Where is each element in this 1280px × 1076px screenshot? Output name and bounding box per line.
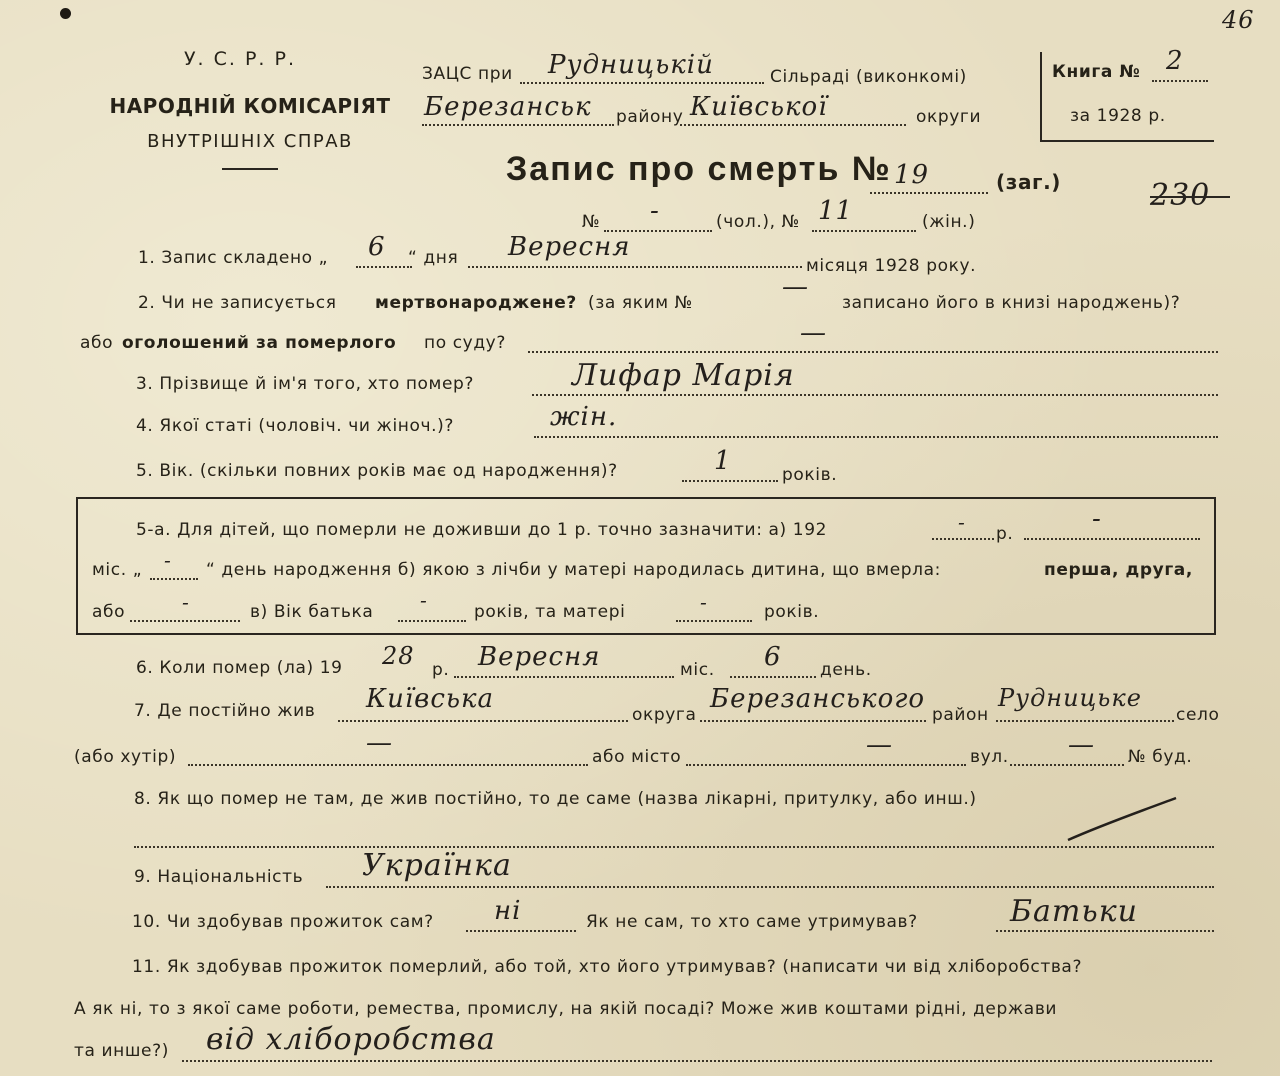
q5a-r: р.	[996, 524, 1014, 544]
q9-label: 9. Національність	[134, 867, 304, 887]
zags-value: Рудницькій	[548, 50, 714, 80]
male-value: -	[650, 196, 660, 226]
department-label: ВНУТРІШНІХ СПРАВ	[147, 131, 353, 152]
q7-rayon-label: район	[932, 705, 989, 725]
q8-line	[134, 846, 1214, 848]
q2-answer: —	[800, 318, 827, 348]
q4-line	[534, 436, 1218, 438]
q11-line1: 11. Як здобував прожиток померлий, або той, хто його утримував? (написати чи від хліборобства?	[132, 957, 1083, 977]
q5a-mother: -	[700, 590, 708, 614]
q6-label: 6. Коли помер (ла) 19	[136, 658, 343, 678]
q1-month-line	[468, 266, 802, 268]
q3-value: Лифар Марія	[572, 358, 795, 393]
q7-selo-label: село	[1176, 705, 1220, 725]
corner-number: 46	[1222, 6, 1255, 34]
female-line	[812, 230, 916, 232]
q1-month: Вересня	[508, 232, 631, 262]
q9-value: Українка	[362, 848, 512, 883]
district-label: району	[616, 107, 684, 127]
district-line	[422, 124, 614, 126]
q2-stillborn: мертвонароджене?	[375, 293, 577, 313]
q5a-birth: “ день народження б) якою з лічби у матері народилась дитина, що вмерла:	[206, 560, 941, 580]
council-label: Сільраді (виконкомі)	[770, 67, 967, 87]
q7-selo-line	[996, 720, 1174, 722]
q6-month-line	[454, 676, 674, 678]
stamp-number: 230	[1150, 178, 1211, 213]
male-label: №	[582, 212, 601, 232]
q7-okrug-label: округа	[632, 705, 697, 725]
q2-or: або	[80, 333, 114, 353]
q5a-post: років.	[764, 602, 820, 622]
q6-month: Вересня	[478, 642, 601, 672]
q11-line2: А як ні, то з якої саме роботи, ремества, промислу, на якій посаді? Може жив коштами рідні, держави	[74, 999, 1058, 1019]
q7-khutir-line	[188, 764, 588, 766]
book-line	[1152, 80, 1208, 82]
okrug-value: Київської	[690, 92, 828, 122]
header-divider	[222, 168, 278, 170]
book-year: за 1928 р.	[1070, 106, 1166, 126]
title-number: 19	[894, 160, 930, 190]
q2-court: по суду?	[424, 333, 506, 353]
q5a-order: -	[182, 590, 190, 614]
q11-line3: та инше?)	[74, 1041, 169, 1061]
title-number-line	[870, 192, 988, 194]
q7-vul: —	[1068, 730, 1095, 760]
q1-label: 1. Запис складено „	[138, 248, 329, 268]
q5a-mother-line	[676, 620, 752, 622]
q1-post: місяця 1928 року.	[806, 256, 977, 276]
q5a-mis: міс. „	[92, 560, 143, 580]
female-suffix: (жін.)	[922, 212, 976, 232]
q7-rayon: Березанського	[710, 684, 926, 714]
q7-misto-label: або місто	[592, 747, 682, 767]
q5a-order-line	[130, 620, 240, 622]
q1-day: 6	[368, 232, 386, 262]
q7-label: 7. Де постійно жив	[134, 701, 316, 721]
q2-label: 2. Чи не записується	[138, 293, 337, 313]
q6-post: день.	[820, 660, 872, 680]
q11-line	[182, 1060, 1212, 1062]
q2-number: —	[782, 272, 809, 302]
q4-value: жін.	[550, 402, 618, 432]
q6-day: 6	[764, 642, 782, 672]
zags-label: ЗАЦС при	[422, 64, 513, 84]
q2-answer-line	[528, 351, 1218, 353]
q4-label: 4. Якої статі (чоловіч. чи жіноч.)?	[136, 416, 455, 436]
q7-misto-line	[686, 764, 966, 766]
q7-selo: Рудницьке	[998, 684, 1142, 712]
q10-line2	[996, 930, 1214, 932]
q7-okrug: Київська	[366, 684, 495, 714]
q5-value: 1	[714, 446, 732, 476]
q10-label: 10. Чи здобував прожиток сам?	[132, 912, 434, 932]
q10-value: ні	[494, 896, 522, 926]
q5-line	[682, 480, 778, 482]
q3-label: 3. Прізвище й ім'я того, хто помер?	[136, 374, 475, 394]
okrug-line	[680, 124, 906, 126]
q9-line	[326, 886, 1214, 888]
q5-post: років.	[782, 465, 838, 485]
q5a-father-label: в) Вік батька	[250, 602, 374, 622]
q1-mid: “ дня	[408, 248, 459, 268]
q6-mis: міс.	[680, 660, 715, 680]
q7-vul-line	[1010, 764, 1124, 766]
q2-recorded: записано його в книзі народжень)?	[842, 293, 1181, 313]
q10-label2: Як не сам, то хто саме утримував?	[586, 912, 918, 932]
female-value: 11	[818, 196, 854, 226]
q8-label: 8. Як що помер не там, де жив постійно, то де саме (назва лікарні, притулку, або инш.)	[134, 789, 977, 809]
q5a-year: -	[958, 510, 966, 534]
q5a-order-options: перша, друга,	[1044, 560, 1193, 580]
page-title: Запис про смерть №	[506, 150, 892, 188]
q7-khutir-label: (або хутір)	[74, 747, 177, 767]
q2-declared: оголошений за померлого	[122, 333, 397, 353]
country-label: У. С. Р. Р.	[183, 48, 297, 70]
male-suffix: (чол.), №	[716, 212, 800, 232]
q7-rayon-line	[700, 720, 926, 722]
q5-label: 5. Вік. (скільки повних років має од народження)?	[136, 461, 618, 481]
book-number: 2	[1166, 46, 1184, 76]
book-label: Книга №	[1052, 62, 1141, 82]
q5a-day-line	[150, 578, 198, 580]
q6-r: р.	[432, 660, 450, 680]
q5a-father: -	[420, 588, 428, 612]
district-value: Березанськ	[424, 92, 592, 122]
q7-misto: —	[866, 730, 893, 760]
q6-day-line	[730, 676, 816, 678]
q5a-label: 5-а. Для дітей, що померли не доживши до 1 р. точно зазначити: а) 192	[136, 520, 828, 540]
q5a-month-line	[1024, 538, 1200, 540]
q7-okrug-line	[338, 720, 628, 722]
ministry-label: НАРОДНІЙ КОМІСАРІЯТ	[109, 94, 391, 118]
q3-line	[532, 394, 1218, 396]
q7-bud-label: № буд.	[1128, 747, 1193, 767]
q1-day-line	[356, 266, 412, 268]
stamp-strike	[1150, 196, 1230, 198]
q10-line	[466, 930, 576, 932]
q7-khutir: —	[366, 728, 393, 758]
q5a-day: -	[164, 548, 172, 572]
q10-value2: Батьки	[1010, 894, 1138, 929]
q5a-or: або	[92, 602, 126, 622]
zags-line	[520, 82, 764, 84]
q7-vul-label: вул.	[970, 747, 1009, 767]
punch-hole	[60, 8, 71, 19]
q5a-year-line	[932, 538, 994, 540]
q11-value: від хліборобства	[206, 1022, 496, 1057]
q8-strike-mark	[1064, 794, 1184, 844]
q6-year: 28	[382, 642, 415, 670]
title-suffix: (заг.)	[996, 170, 1062, 194]
q5a-father-line	[398, 620, 466, 622]
okrug-label: округи	[916, 107, 982, 127]
q5a-month: -	[1092, 504, 1102, 534]
q5a-mother-label: років, та матері	[474, 602, 626, 622]
q2-which: (за яким №	[588, 293, 693, 313]
